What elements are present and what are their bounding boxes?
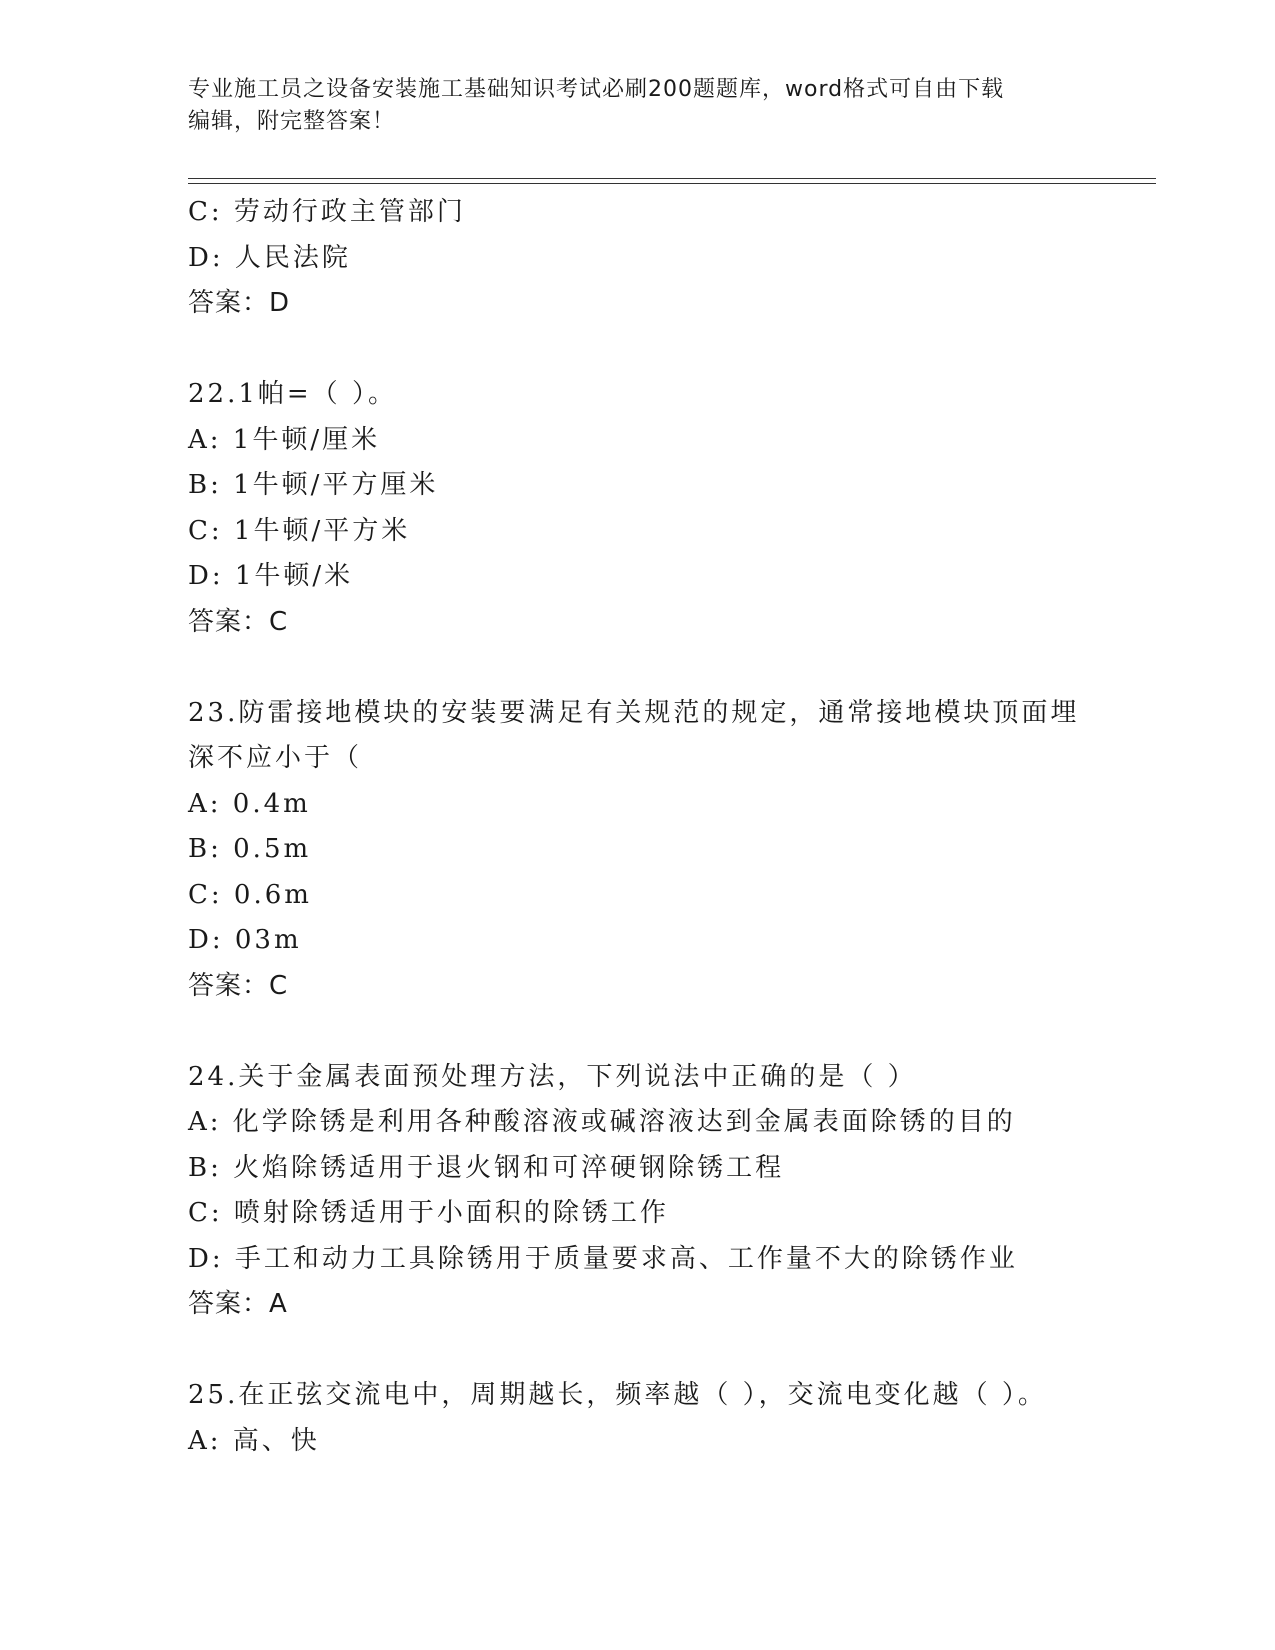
question-25-stem: 25.在正弦交流电中，周期越长，频率越（ ），交流电变化越（ ）。 [188,1380,1047,1410]
spacer [188,1328,1168,1374]
spacer [188,327,1168,373]
option-c: C: 0.6m [188,879,312,910]
option-a: A: 化学除锈是利用各种酸溶液或碱溶液达到金属表面除锈的目的 [188,1107,1016,1137]
header-title-line2: 编辑，附完整答案！ [188,109,396,134]
spacer [188,645,1168,691]
document-body [188,190,1168,1464]
answer-line: 答案：C [188,970,289,1001]
option-b: B: 0.5m [188,834,312,864]
question-23-stem-cont: 深不应小于（ [188,743,363,773]
page-header [188,74,1088,138]
answer-line: 答案：D [188,288,291,318]
answer-line: 答案：C [188,606,289,637]
option-d: D: 03m [188,925,302,955]
question-24-stem: 24.关于金属表面预处理方法，下列说法中正确的是（ ） [188,1061,917,1092]
option-c: C: 劳动行政主管部门 [188,197,466,227]
option-d: D: 手工和动力工具除锈用于质量要求高、工作量不大的除锈作业 [188,1243,1018,1274]
option-d: D: 1牛顿/米 [188,561,354,591]
question-23-stem: 23.防雷接地模块的安装要满足有关规范的规定，通常接地模块顶面埋 [188,697,1080,728]
option-a: A: 高、快 [188,1425,320,1456]
question-22-stem: 22.1帕=（ ）。 [188,379,397,409]
spacer [188,1009,1168,1055]
answer-line: 答案：A [188,1289,288,1319]
option-a: A: 1牛顿/厘米 [188,424,381,455]
option-c: C: 喷射除锈适用于小面积的除锈工作 [188,1198,669,1228]
header-divider [188,178,1156,184]
option-b: B: 1牛顿/平方厘米 [188,470,439,500]
header-title-line1: 专业施工员之设备安装施工基础知识考试必刷200题题库，word格式可自由下载 [188,77,1005,102]
option-b: B: 火焰除锈适用于退火钢和可淬硬钢除锈工程 [188,1152,785,1183]
option-c: C: 1牛顿/平方米 [188,515,411,546]
option-d: D: 人民法院 [188,242,351,273]
option-a: A: 0.4m [188,788,311,819]
